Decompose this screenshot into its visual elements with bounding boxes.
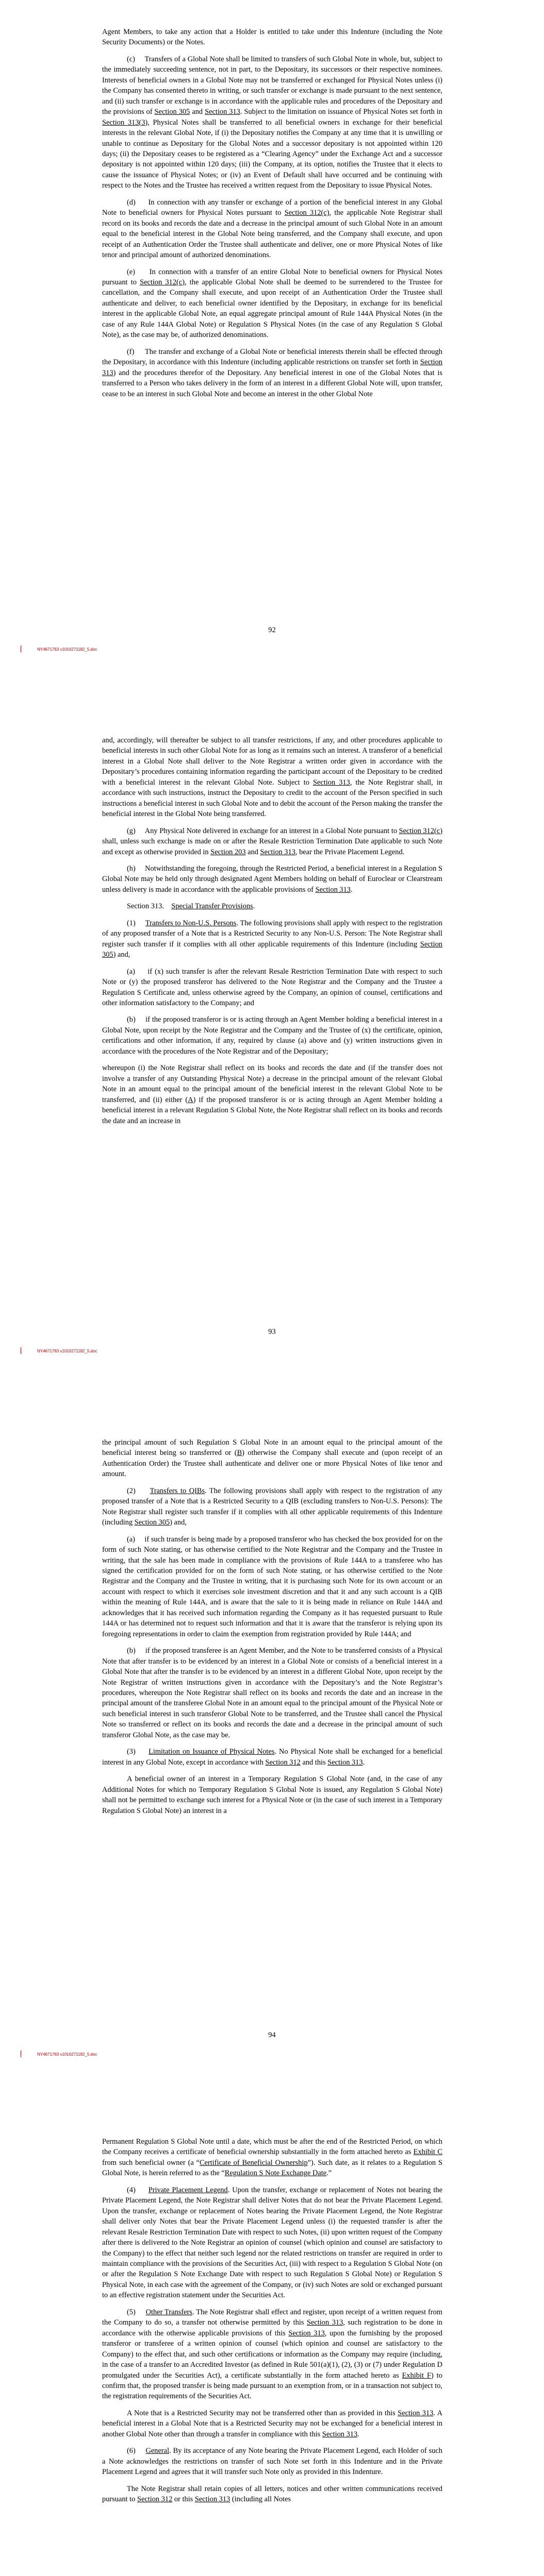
page-body	[102, 1437, 442, 1822]
cross-reference: Section 313	[327, 1758, 363, 1767]
paragraph-text: and	[190, 108, 205, 116]
paragraph-text: , such registration to be done in accordance with the otherwise applicable provisions of this	[102, 2318, 442, 2337]
cross-reference: Section 305	[134, 1518, 170, 1527]
cross-reference: Section 313	[205, 108, 240, 116]
paragraph-text: (b) if the proposed transferor is or is acting through an Agent Member holding a beneficial interest in a Global Note, upon receipt by the Note Registrar and the Company and the Trustee of (x) the certificate, opinion, certifications and other information, if any, required by clause (a) above and (y) written instructions given in accordance with the procedures of the Note Registrar and of the Depositary;	[102, 1015, 442, 1056]
body-paragraph	[102, 1437, 442, 1480]
document-footer: NY4671763 v1010271182_5.doc	[37, 647, 97, 652]
paragraph-text: (a) if such transfer is being made by a proposed transferor who has checked the box provided for on the form of such Note stating, or has otherwise certified to the Note Registrar and the Company and the Trustee in writing, that the sale has been made in compliance with the provisions of Rule 144A to a transferee who has signed the certification provided for on the form of such Note stating, or has otherwise certified to the Note Registrar and the Company and the Trustee in writing, that it is purchasing such Note for its own account or an account with respect to which it exercises sole investment discretion and that it and any such account is a QIB within the meaning of Rule 144A, and is aware that the sale to it is being made in reliance on Rule 144A and acknowledges that it has received such information regarding the Company as it has requested pursuant to Rule 144A or has determined not to request such information and that it is aware that the transferor is relying upon its foregoing representations in order to claim the exemption from registration provided by Rule 144A; and	[102, 1535, 442, 1638]
paragraph-text: (c) Transfers of a Global Note shall be limited to transfers of such Global Note in whole, but, subject to the immediately succeeding sentence, not in part, to the Depositary, its successors or their respective nominees. Interests of beneficial owners in a Global Note may not be transferred or exchanged for Physical Notes unless (i) the Company has consented thereto in writing, or such transfer or exchange is made pursuant to the next sentence, and (ii) such transfer or exchange is in accordance with the applicable rules and procedures of the Depositary and the provisions of	[102, 55, 442, 116]
paragraph-text: (e) In connection with a transfer of an entire Global Note to beneficial owners for Physical Notes pursuant to	[102, 267, 442, 286]
body-paragraph	[102, 918, 442, 960]
paragraph-text: , the Note Registrar shall, in accordance with such instructions, instruct the Depositary to credit to the account of the Person specified in such instructions a beneficial interest in such Global Note and to debit the account of the Person making the transfer the beneficial interest in the Global Note being transferred.	[102, 778, 442, 819]
cross-reference: Regulation S Note Exchange Date	[224, 2169, 327, 2178]
paragraph-text: (5)	[127, 2308, 146, 2316]
page-95	[0, 2110, 544, 2576]
paragraph-text: whereupon (i) the Note Registrar shall reflect on its books and records the date and (if the transfer does not involve a transfer of any Outstanding Physical Note) a decrease in the principal amount of the relevant Global Note in an amount equal to the principal amount of the beneficial interest in the relevant Global Note to be transferred, and (ii) either (	[102, 1064, 442, 1104]
cross-reference: Transfers to QIBs	[150, 1486, 205, 1495]
body-paragraph	[102, 2185, 442, 2301]
cross-reference: Private Placement Legend	[148, 2185, 228, 2194]
body-paragraph	[102, 2408, 442, 2439]
body-paragraph	[102, 1646, 442, 1740]
paragraph-text: (6)	[127, 2447, 146, 2455]
page-body	[102, 27, 442, 405]
cross-reference: Exhibit F	[402, 2371, 431, 2380]
paragraph-text: ) if the proposed transferor is or is acting through an Agent Member holding a beneficial interest in a relevant Regulation S Global Note, the Note Registrar shall reflect on its books and records the date and an increase in	[102, 1095, 443, 1125]
paragraph-text: (including all Notes	[230, 2495, 291, 2504]
paragraph-text: .	[362, 1758, 365, 1767]
cross-reference: A	[188, 1095, 193, 1104]
page-number: 93	[268, 1328, 276, 1336]
body-paragraph	[102, 2446, 442, 2477]
paragraph-text: A Note that is a Restricted Security may not be transferred other than as provided in this	[127, 2409, 398, 2417]
body-paragraph	[102, 347, 442, 399]
paragraph-text: and, accordingly, will thereafter be subject to all transfer restrictions, if any, and other procedures applicable to beneficial interests in such other Global Note for as long as it remains such an interest. A transferor of a beneficial interest in a Global Note shall deliver to the Note Registrar a written order given in accordance with the Depositary’s procedures containing information regarding the participant account of the Depositary to be credited with a beneficial interest in the relevant Global Note. Subject to	[102, 736, 442, 787]
cross-reference: Other Transfers	[145, 2308, 192, 2316]
paragraph-text: Permanent Regulation S Global Note until a date, which must be after the end of the Restricted Period, on which the Company receives a certificate of beneficial ownership substantially in the form attached hereto as	[102, 2138, 442, 2157]
page-92	[0, 0, 544, 703]
paragraph-text: , the applicable Global Note shall be deemed to be surrendered to the Trustee for cancellation, and the Company shall execute, and upon receipt of an Authentication Order the Trustee shall authenticate and deliver, to each beneficial owner identified by the Depositary, in exchange for its beneficial interest in the applicable Global Note, an equal aggregate principal amount of Rule 144A Physical Notes (in the case of any Rule 144A Global Note) or Regulation S Physical Notes (in the case of any Regulation S Global Note), as the case may be, of authorized denominations.	[102, 278, 443, 340]
paragraph-text: (1)	[127, 919, 145, 927]
paragraph-text: (3)	[127, 1748, 149, 1756]
body-paragraph	[102, 901, 442, 911]
body-paragraph	[102, 1774, 442, 1816]
cross-reference: Section 313	[102, 358, 442, 377]
paragraph-text: .	[350, 885, 353, 894]
cross-reference: B	[237, 1449, 242, 1458]
body-paragraph	[102, 27, 442, 48]
cross-reference: Exhibit C	[413, 2148, 442, 2157]
body-paragraph	[102, 54, 442, 191]
paragraph-text: the principal amount of such Regulation S Global Note in an amount equal to the principal amount of the beneficial interest being so transferred or (	[102, 1438, 442, 1458]
body-paragraph	[102, 1014, 442, 1057]
page-number: 94	[268, 2031, 276, 2039]
body-paragraph	[102, 1063, 442, 1126]
paragraph-text: , the applicable Note Registrar shall record on its books and records the date and a decrease in the principal amount of such Global Note in an amount equal to the beneficial interest in the Global Note being transferred, and the Company shall execute, and upon receipt of an Authentication Order the Trustee shall authenticate and deliver, one or more Physical Notes of like tenor and principal amount of authorized denominations.	[102, 209, 442, 260]
cross-reference: Section 313	[312, 778, 350, 787]
cross-reference: Section 312(c)	[284, 209, 329, 217]
page-body	[102, 735, 442, 1132]
page-body	[102, 2137, 442, 2511]
paragraph-text: (2)	[127, 1486, 150, 1495]
paragraph-text: ) and,	[113, 951, 130, 959]
cross-reference: Section 313	[194, 2495, 230, 2504]
paragraph-text: . Upon the transfer, exchange or replacement of Notes not bearing the Private Placement Legend, the Note Registrar shall deliver Notes that do not bear the Private Placement Legend. Upon the transfer, exchange or replacement of Notes bearing the Private Placement Legend, the Note Registrar shall deliver only Notes that bear the Private Placement Legend unless (i) the requested transfer is after the relevant Resale Restriction Termination Date with respect to such Notes, (ii) upon written request of the Company after there is delivered to the Note Registrar an opinion of counsel (which opinion and counsel are satisfactory to the Company) to the effect that neither such legend nor the related restrictions on transfer are required in order to maintain compliance with the provisions of the Securities Act, (iii) with respect to a Regulation S Global Note (on or after the Regulation S Note Exchange Date with respect to such Regulation S Global Note) or Regulation S Physical Note, in each case with the agreement of the Company, or (iv) such Notes are sold or exchanged pursuant to an effective registration statement under the Securities Act.	[102, 2185, 442, 2300]
paragraph-text: (g) Any Physical Note delivered in exchange for an interest in a Global Note pursuant to	[127, 826, 399, 835]
page-93	[0, 703, 544, 1406]
paragraph-text: ) otherwise the Company shall execute and (upon receipt of an Authentication Order) the Trustee shall authenticate and deliver one or more Physical Notes of like tenor and amount.	[102, 1449, 442, 1479]
body-paragraph	[102, 267, 442, 341]
paragraph-text: .	[357, 2430, 359, 2438]
document-footer: NY4671763 v1010271182_5.doc	[37, 1349, 97, 1353]
cross-reference: Section 313	[260, 848, 295, 856]
body-paragraph	[102, 967, 442, 1009]
document-footer: NY4671763 v1010271182_5.doc	[37, 2052, 97, 2057]
body-paragraph	[102, 2137, 442, 2179]
paragraph-text: . The Note Registrar shall effect and register, upon receipt of a written request from the Company to do so, a transfer not otherwise permitted by this	[102, 2308, 442, 2327]
paragraph-text: , upon the furnishing by the proposed transferor or transferee of a written opinion of counsel (which opinion and counsel are satisfactory to the Company) to the effect that, and such other certifications or information as the Company may require (including, in the case of a transfer to an Accredited Investor (as defined in Rule 501(a)(1), (2), (3) or (7) under Regulation D promulgated under the Securities Act), a certificate substantially in the form attached hereto as	[102, 2329, 442, 2380]
paragraph-text: , Physical Notes shall be transferred to all beneficial owners in exchange for their beneficial interests in the relevant Global Note, if (i) the Depositary notifies the Company at any time that it is unwilling or unable to continue as Depositary for the Global Notes and a successor depositary is not appointed within 120 days; (ii) the Depositary ceases to be registered as a “Clearing Agency” under the Exchange Act and a successor depositary is not appointed within 120 days; (iii) the Company, at its option, notifies the Trustee that it elects to cause the issuance of Physical Notes; or (iv) an Event of Default shall have occurred and be continuing with respect to the Notes and the Trustee has received a written request from the Depositary to issue Physical Notes.	[102, 118, 442, 190]
page-number: 92	[268, 626, 276, 634]
paragraph-text: (4)	[127, 2185, 149, 2194]
paragraph-text: .	[253, 902, 255, 911]
cross-reference: Special Transfer Provisions	[171, 902, 253, 911]
paragraph-text: (a) if (x) such transfer is after the relevant Resale Restriction Termination Date with respect to such Note or (y) the proposed transferor has delivered to the Note Registrar and the Company and the Trustee a Regulation S Certificate and, unless otherwise agreed by the Company, an opinion of counsel, certifications and other information satisfactory to the Company; and	[102, 967, 442, 1007]
body-paragraph	[102, 826, 442, 857]
paragraph-text: ) to confirm that, the proposed transfer is being made pursuant to an exemption from, or in a transaction not subject to, the registration requirements of the Securities Act.	[102, 2371, 442, 2401]
cross-reference: Section 313(3)	[102, 118, 148, 127]
cross-reference: Section 305	[154, 108, 190, 116]
paragraph-text: The Note Registrar shall retain copies of all letters, notices and other written communications received pursuant to	[102, 2484, 442, 2504]
paragraph-text: . The following provisions shall apply with respect to the registration of any proposed transfer of a Note that is a Restricted Security to any Non-U.S. Person: The Note Registrar shall register such transfer if it complies with all other applicable requirements of this Indenture (including	[102, 919, 442, 948]
cross-reference: Section 203	[210, 848, 246, 856]
cross-reference: Transfers to Non-U.S. Persons	[145, 919, 237, 927]
paragraph-text: , bear the Private Placement Legend.	[295, 848, 405, 856]
cross-reference: Section 313	[307, 2318, 343, 2327]
paragraph-text: and this	[300, 1758, 328, 1767]
body-paragraph	[102, 2484, 442, 2505]
body-paragraph	[102, 863, 442, 895]
cross-reference: Section 313	[322, 2430, 358, 2438]
cross-reference: Certificate of Beneficial Ownership	[200, 2158, 308, 2167]
paragraph-text: (h) Notwithstanding the foregoing, through the Restricted Period, a beneficial interest in a Regulation S Global Note may be held only through designated Agent Members holding on behalf of Euroclear or Clearstream unless delivery is made in accordance with the applicable provisions of	[102, 864, 442, 894]
paragraph-text: and	[245, 848, 260, 856]
paragraph-text: from such beneficial owner (a “	[102, 2158, 200, 2167]
page-94	[0, 1406, 544, 2110]
paragraph-text: .”	[326, 2169, 332, 2178]
body-paragraph	[102, 1747, 442, 1768]
cross-reference: Section 312(c)	[399, 826, 442, 835]
paragraph-text: Agent Members, to take any action that a Holder is entitled to take under this Indenture (including the Note Security Documents) or the Notes.	[102, 28, 442, 47]
cross-reference: Limitation on Issuance of Physical Notes	[149, 1748, 275, 1756]
paragraph-text: . By its acceptance of any Note bearing the Private Placement Legend, each Holder of such a Note acknowledges the restrictions on transfer of such Note set forth in this Indenture and in the Private Placement Legend and agrees that it will transfer such Note only as provided in this Indenture.	[102, 2447, 442, 2477]
cross-reference: Section 312	[137, 2495, 173, 2504]
paragraph-text: . The following provisions shall apply with respect to the registration of any proposed transfer of a Note that is a Restricted Security to a QIB (excluding transfers to Non-U.S. Persons): The Note Registrar shall register such transfer if it complies with all other applicable requirements of this Indenture (including	[102, 1486, 442, 1527]
body-paragraph	[102, 1486, 442, 1528]
paragraph-text: A beneficial owner of an interest in a Temporary Regulation S Global Note (and, in the case of any Additional Notes for which no Temporary Regulation S Global Note is issued, any Regulation S Global Note) shall not be permitted to exchange such interest for a Physical Note or (in the case of such interest in a Temporary Regulation S Global Note) an interest in a	[102, 1775, 442, 1815]
body-paragraph	[102, 1534, 442, 1640]
paragraph-text: . No Physical Note shall be exchanged for a beneficial interest in any Global Note, except in accordance with	[102, 1748, 442, 1767]
cross-reference: Section 313	[288, 2329, 325, 2337]
paragraph-text: ) and,	[170, 1518, 187, 1527]
paragraph-text: or this	[172, 2495, 195, 2504]
cross-reference: Section 312	[265, 1758, 301, 1767]
cross-reference: Section 313	[315, 885, 351, 894]
paragraph-text: . Subject to the limitation on issuance of Physical Notes set forth in	[240, 108, 442, 116]
paragraph-text: . A beneficial interest in a Global Note that is a Restricted Security may not be exchanged for a beneficial interest in another Global Note other than through a transfer in compliance with this	[102, 2409, 442, 2438]
body-paragraph	[102, 2307, 442, 2402]
cross-reference: Section 313	[398, 2409, 434, 2417]
body-paragraph	[102, 735, 442, 820]
cross-reference: Section 312(c)	[140, 278, 185, 286]
paragraph-text: (f) The transfer and exchange of a Global Note or beneficial interests therein shall be effected through the Depositary, in accordance with this Indenture (including applicable restrictions on transfer set forth in	[102, 347, 442, 367]
paragraph-text: (b) if the proposed transferee is an Agent Member, and the Note to be transferred consists of a Physical Note that after transfer is to be evidenced by an interest in a Global Note or consists of a beneficial interest in a Global Note that after the transfer is to be evidenced by an interest in a different Global Note, upon receipt by the Note Registrar of written instructions given in accordance with the Depositary’s and the Note Registrar’s procedures, whereupon the Note Registrar shall reflect on its books and records the date and an increase in the principal amount of the transferee Global Note in an amount equal to the principal amount of the Physical Note or such beneficial interest in such transferor Global Note to be transferred, and the Trustee shall cancel the Physical Note so transferred or reflect on its books and records the date and a decrease in the principal amount of such transferor Global Note, as the case may be.	[102, 1647, 442, 1739]
cross-reference: Section 305	[102, 940, 442, 959]
paragraph-text: shall, unless such exchange is made on or after the Resale Restriction Termination Date applicable to such Note and except as otherwise provided in	[102, 837, 442, 856]
body-paragraph	[102, 197, 442, 261]
paragraph-text: Section 313.	[127, 902, 172, 911]
paragraph-text: ) and the procedures therefor of the Depositary. Any beneficial interest in one of the Global Notes that is transferred to a Person who takes delivery in the form of an interest in a different Global Note will, upon transfer, cease to be an interest in such Global Note and become an interest in the other Global Note	[102, 368, 442, 398]
paragraph-text: (d) In connection with any transfer or exchange of a portion of the beneficial interest in any Global Note to beneficial owners for Physical Notes pursuant to	[102, 198, 442, 217]
cross-reference: General	[145, 2447, 170, 2455]
paragraph-text: ”). Such date, as it relates to a Regulation S Global Note, is herein referred to as the “	[102, 2158, 442, 2178]
